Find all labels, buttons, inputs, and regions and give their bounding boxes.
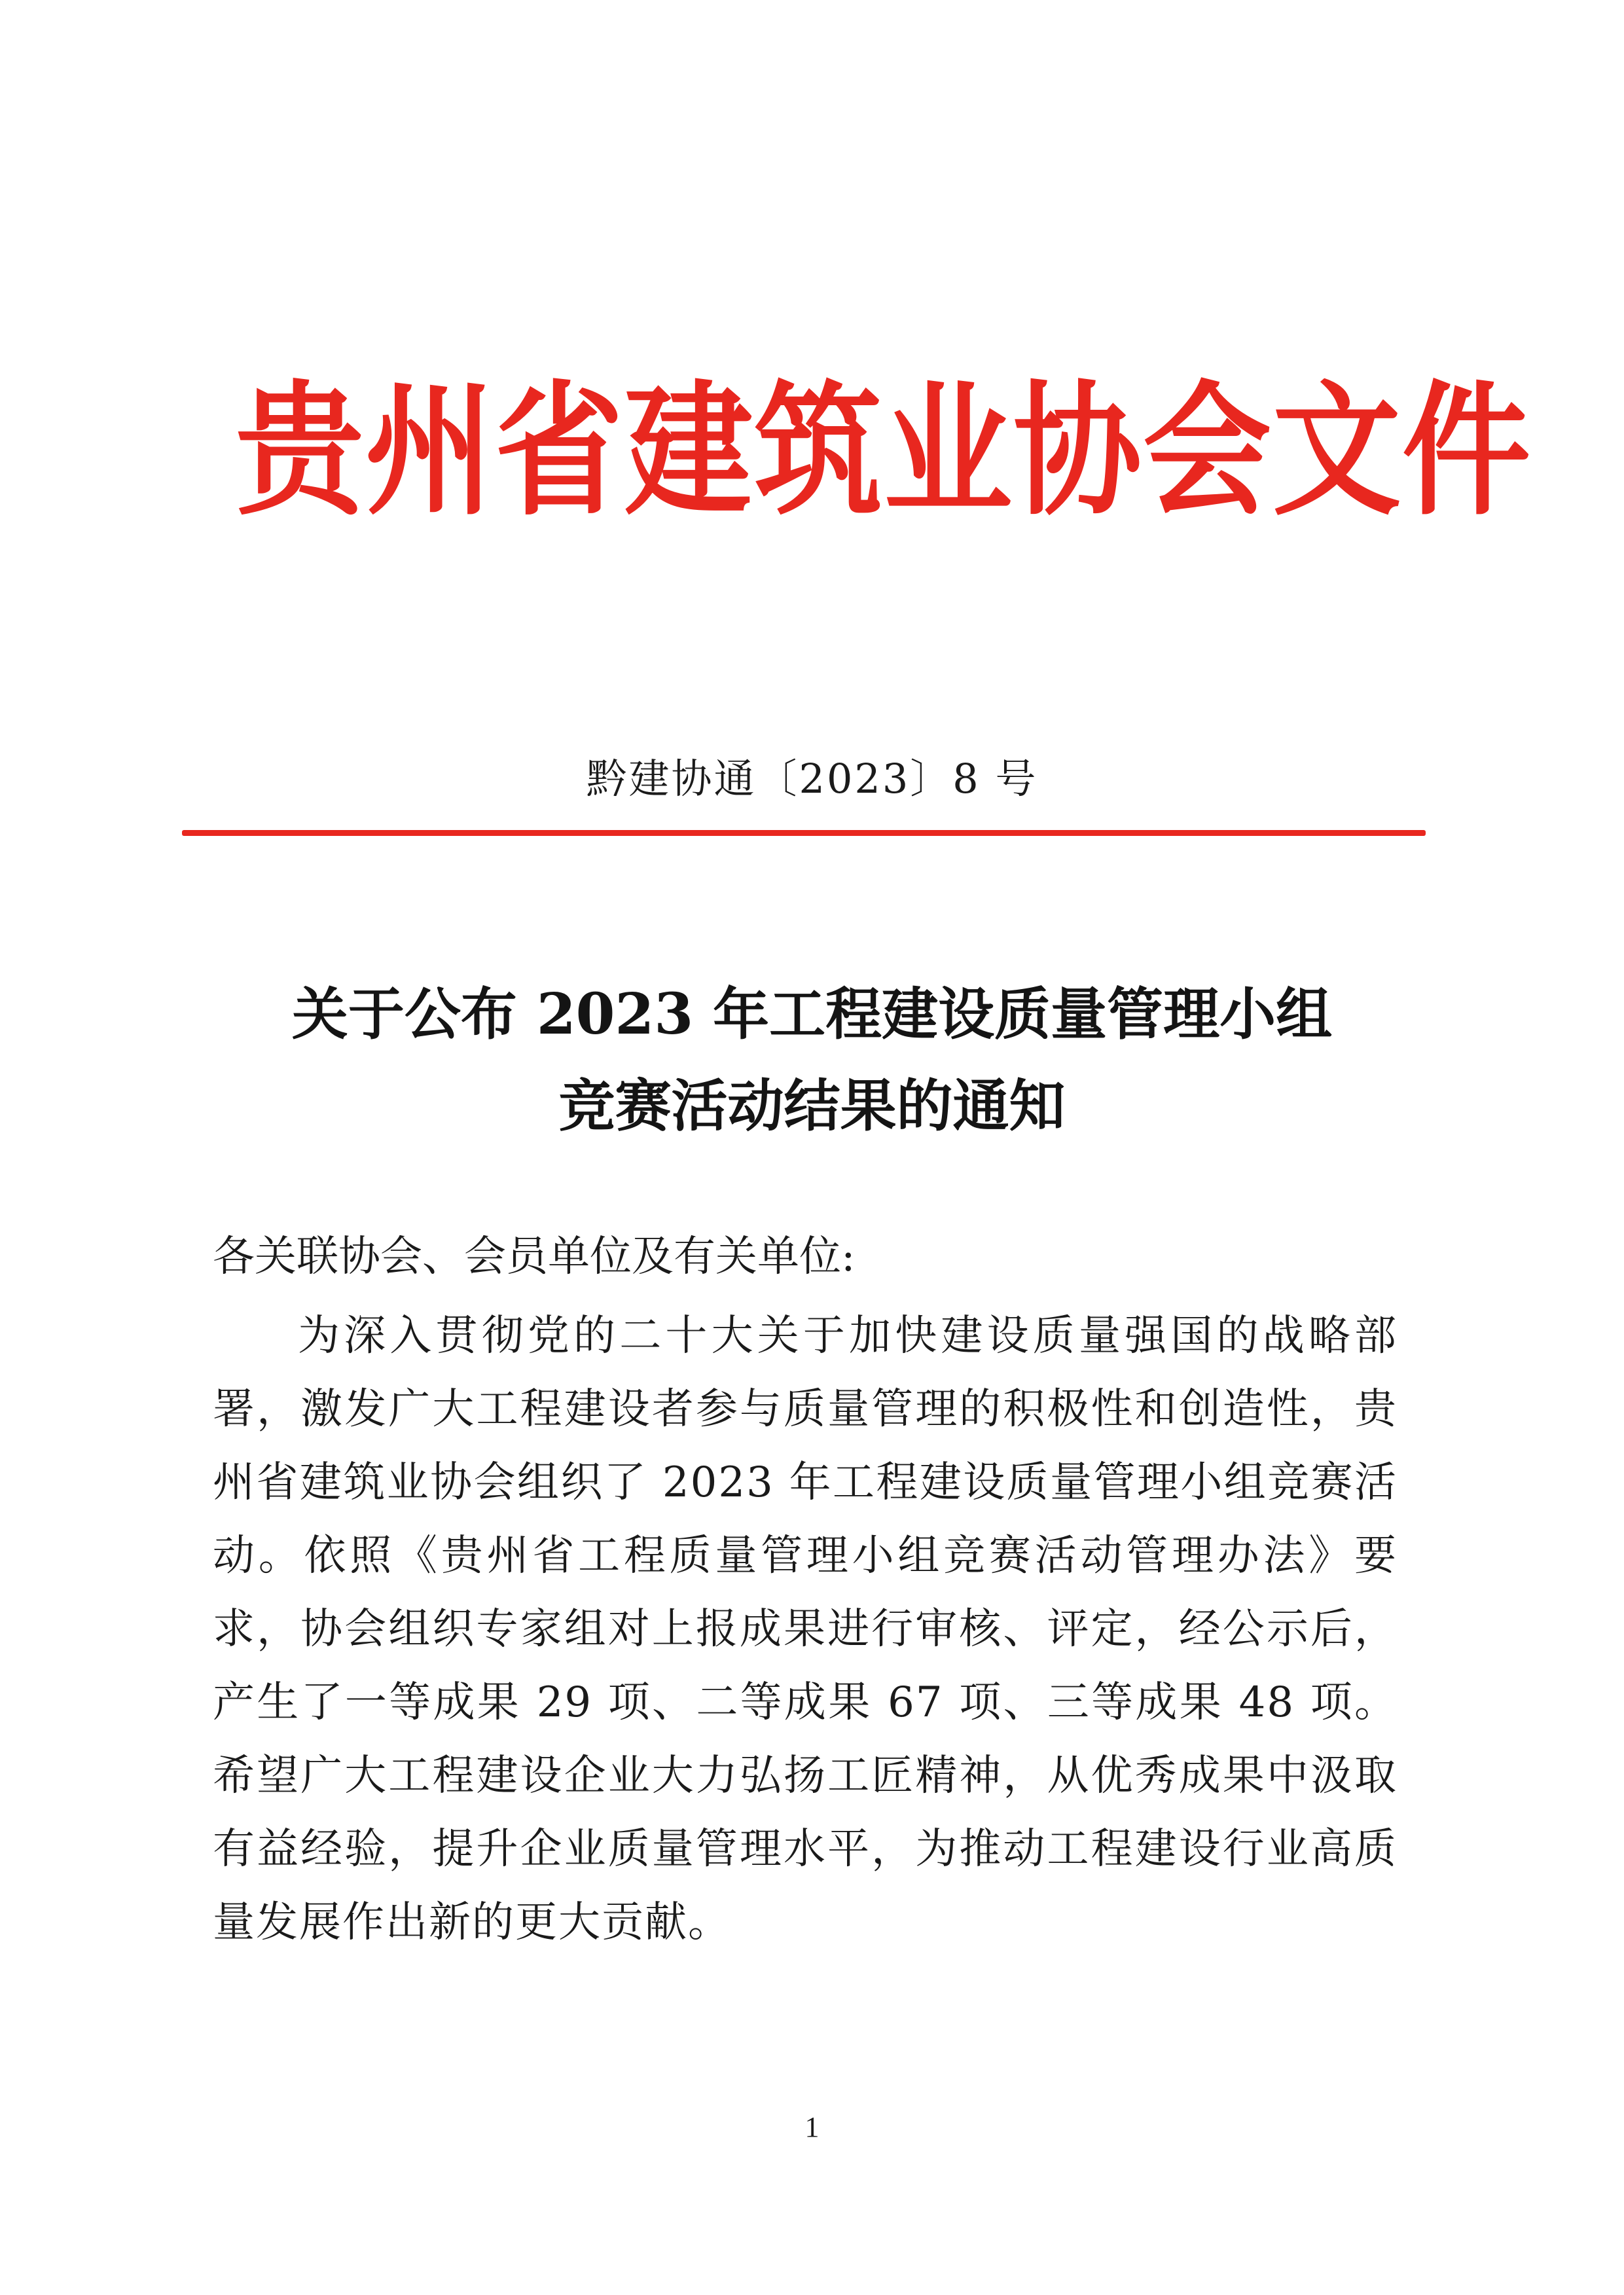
notice-title-line-2: 竞赛活动结果的通知 — [558, 1073, 1066, 1139]
page-number: 1 — [804, 2111, 820, 2143]
notice-title — [0, 969, 1624, 1152]
notice-title-line-1: 关于公布 2023 年工程建设质量管理小组 — [291, 981, 1333, 1047]
document-number: 黔建协通〔2023〕8 号 — [586, 755, 1038, 803]
body-paragraph: 为深入贯彻党的二十大关于加快建设质量强国的战略部署，激发广大工程建设者参与质量管理的积极性和创造性，贵州省建筑业协会组织了 2023 年工程建设质量管理小组竞赛活动。依照《贵州省工程质量管理小组竞赛活动管理办法》要求，协会组织专家组对上报成果进行审核、评定，经公示后，产生了一等成果 29 项、二等成果 67 项、三等成果 48 项。希望广大工程建设企业大力弘扬工匠精神，从优秀成果中汲取有益经验，提升企业质量管理水平，为推动工程建设行业高质量发展作出新的更大贡献。 — [213, 1312, 1398, 1947]
salutation: 各关联协会、会员单位及有关单位: — [213, 1233, 856, 1281]
document-header-title: 贵州省建筑业协会文件 — [236, 368, 1532, 535]
red-separator-line — [182, 830, 1426, 836]
